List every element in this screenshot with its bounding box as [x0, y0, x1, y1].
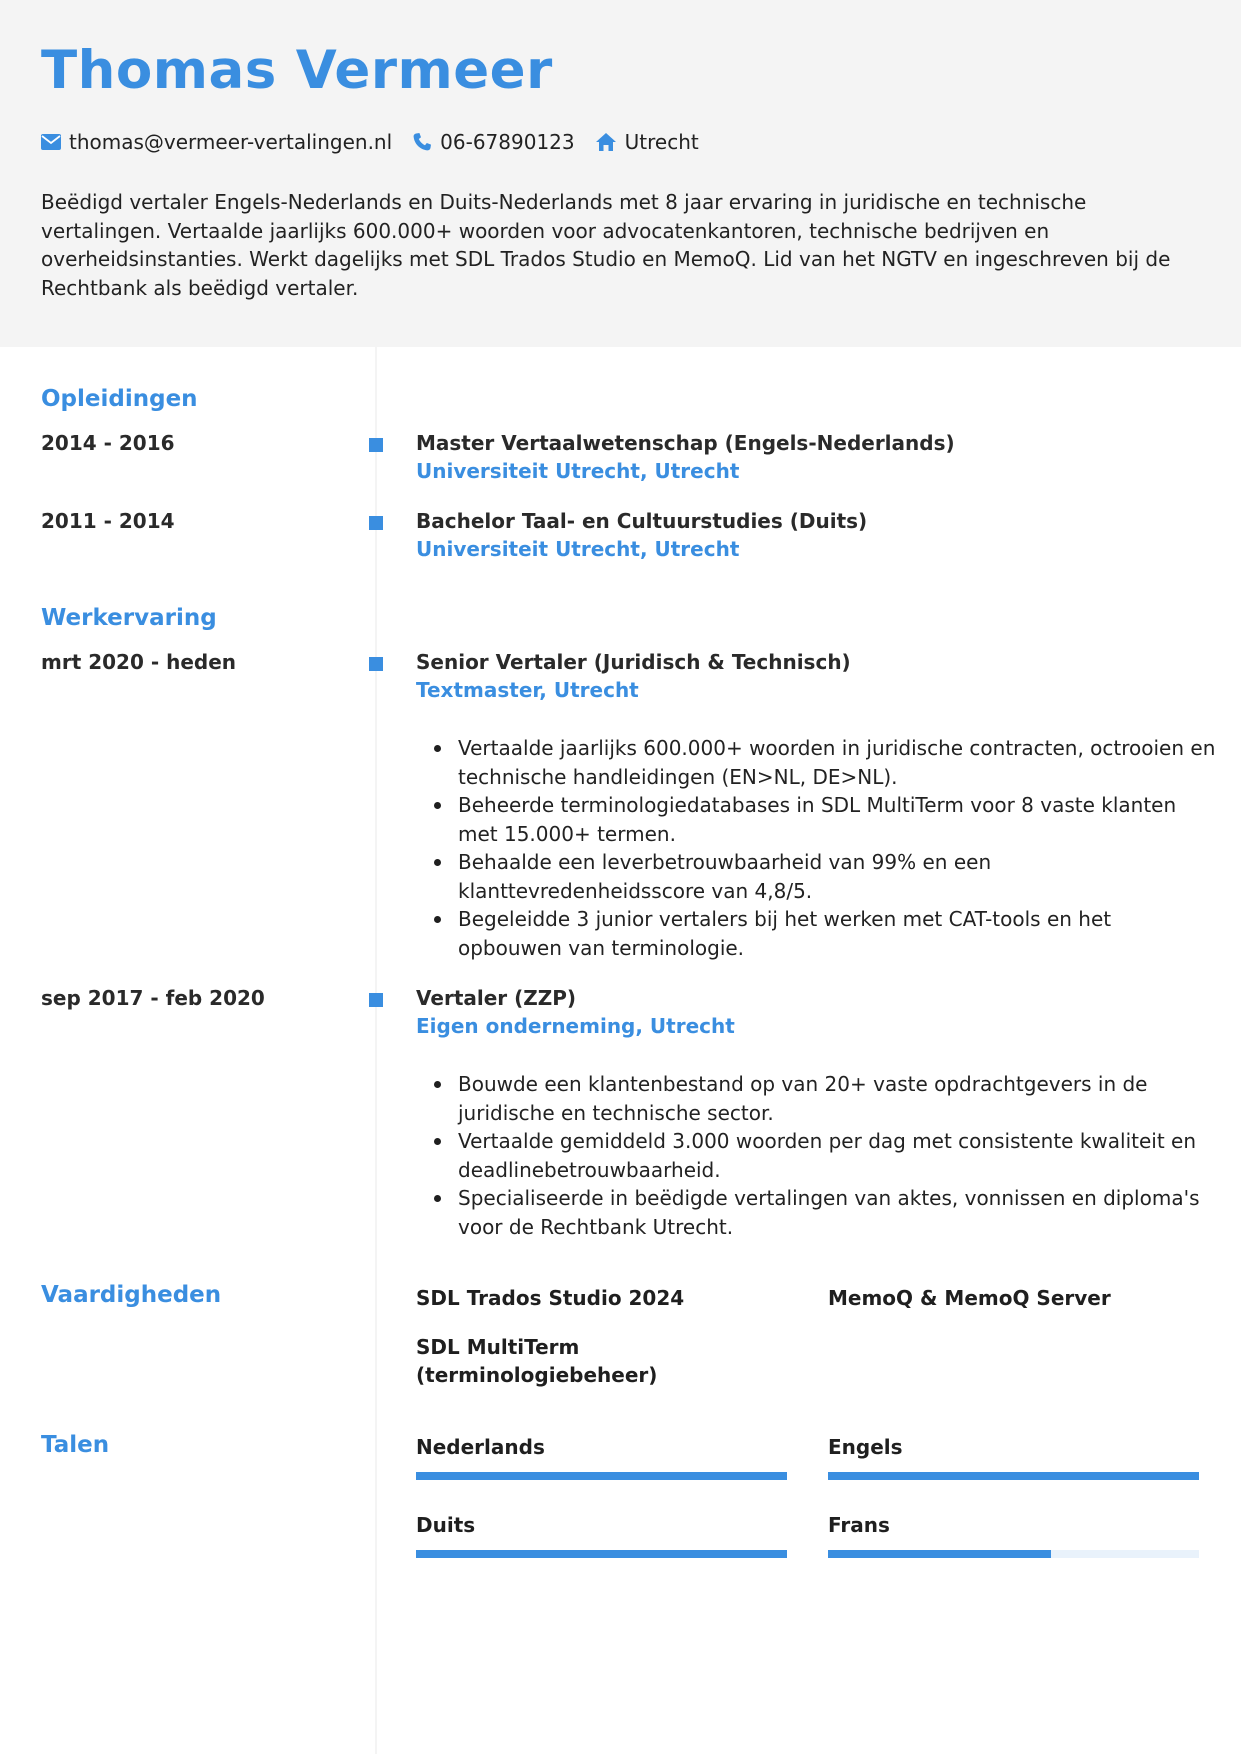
candidate-name: Thomas Vermeer — [41, 40, 553, 101]
language-level-fill — [828, 1472, 1199, 1480]
skill-item: SDL MultiTerm (terminologiebeheer) — [416, 1335, 658, 1387]
list-item: Bouwde een klantenbestand op van 20+ vaste opdrachtgevers in de juridische en technische sector. — [416, 1070, 1216, 1127]
email-text: thomas@vermeer-vertalingen.nl — [69, 130, 393, 154]
company-name: Textmaster, Utrecht — [416, 678, 639, 702]
school-name: Universiteit Utrecht, Utrecht — [416, 459, 740, 483]
contact-phone[interactable] — [412, 130, 574, 154]
contact-location — [595, 130, 699, 154]
experience-date: sep 2017 - feb 2020 — [41, 986, 265, 1010]
list-item: Behaalde een leverbetrouwbaarheid van 99% en een klanttevredenheidsscore van 4,8/5. — [416, 848, 1216, 905]
list-item: Vertaalde gemiddeld 3.000 woorden per dag met consistente kwaliteit en deadlinebetrouwbaarheid. — [416, 1127, 1216, 1184]
education-entry — [416, 429, 1206, 485]
language-level-bar — [416, 1550, 787, 1558]
language-level-fill — [416, 1550, 787, 1558]
section-title-skills: Vaardigheden — [41, 1282, 222, 1308]
school-name: Universiteit Utrecht, Utrecht — [416, 537, 740, 561]
education-date: 2014 - 2016 — [41, 431, 175, 455]
timeline-marker — [369, 657, 383, 671]
section-title-education: Opleidingen — [41, 386, 198, 412]
phone-icon — [412, 132, 432, 152]
experience-entry — [416, 648, 1206, 704]
phone-text: 06-67890123 — [440, 130, 575, 154]
list-item: Beheerde terminologiedatabases in SDL MultiTerm voor 8 vaste klanten met 15.000+ termen. — [416, 791, 1216, 848]
language-name: Frans — [828, 1513, 890, 1537]
section-title-languages: Talen — [41, 1432, 110, 1458]
location-text: Utrecht — [624, 130, 699, 154]
skill-item: MemoQ & MemoQ Server — [828, 1286, 1111, 1310]
column-divider — [375, 347, 377, 1754]
language-level-bar — [828, 1472, 1199, 1480]
profile-summary: Beëdigd vertaler Engels-Nederlands en Duits-Nederlands met 8 jaar ervaring in juridische en technische vertalingen. Vertaalde jaarlijks 600.000+ woorden voor advocatenkantoren, technische bedrijven en overheidsinstanties. Werkt dagelijks met SDL Trados Studio en MemoQ. Lid van het NGTV en ingeschreven bij de Rechtbank als beëdigd vertaler. — [41, 190, 1171, 300]
experience-entry — [416, 984, 1206, 1040]
header — [0, 0, 1241, 347]
language-name: Nederlands — [416, 1435, 545, 1459]
timeline-marker — [369, 516, 383, 530]
skill-item: SDL Trados Studio 2024 — [416, 1286, 685, 1310]
job-title: Senior Vertaler (Juridisch & Technisch) — [416, 650, 851, 674]
envelope-icon — [41, 134, 61, 150]
company-name: Eigen onderneming, Utrecht — [416, 1014, 735, 1038]
language-name: Duits — [416, 1513, 476, 1537]
experience-bullets — [416, 734, 1216, 962]
language-level-fill — [416, 1472, 787, 1480]
list-item: Begeleidde 3 junior vertalers bij het werken met CAT-tools en het opbouwen van terminologie. — [416, 905, 1216, 962]
list-item: Specialiseerde in beëdigde vertalingen van aktes, vonnissen en diploma's voor de Rechtbank Utrecht. — [416, 1184, 1216, 1241]
language-level-bar — [828, 1550, 1199, 1558]
section-title-experience: Werkervaring — [41, 605, 217, 631]
experience-date: mrt 2020 - heden — [41, 650, 237, 674]
language-level-fill — [828, 1550, 1051, 1558]
education-entry — [416, 507, 1206, 563]
language-name: Engels — [828, 1435, 903, 1459]
list-item: Vertaalde jaarlijks 600.000+ woorden in juridische contracten, octrooien en technische handleidingen (EN>NL, DE>NL). — [416, 734, 1216, 791]
job-title: Vertaler (ZZP) — [416, 986, 577, 1010]
timeline-marker — [369, 993, 383, 1007]
experience-bullets — [416, 1070, 1216, 1241]
contact-email[interactable] — [41, 130, 392, 154]
degree-title: Master Vertaalwetenschap (Engels-Nederlands) — [416, 431, 955, 455]
timeline-marker — [369, 438, 383, 452]
education-date: 2011 - 2014 — [41, 509, 175, 533]
contact-info — [41, 128, 719, 156]
language-level-bar — [416, 1472, 787, 1480]
home-icon — [595, 132, 617, 152]
degree-title: Bachelor Taal- en Cultuurstudies (Duits) — [416, 509, 868, 533]
